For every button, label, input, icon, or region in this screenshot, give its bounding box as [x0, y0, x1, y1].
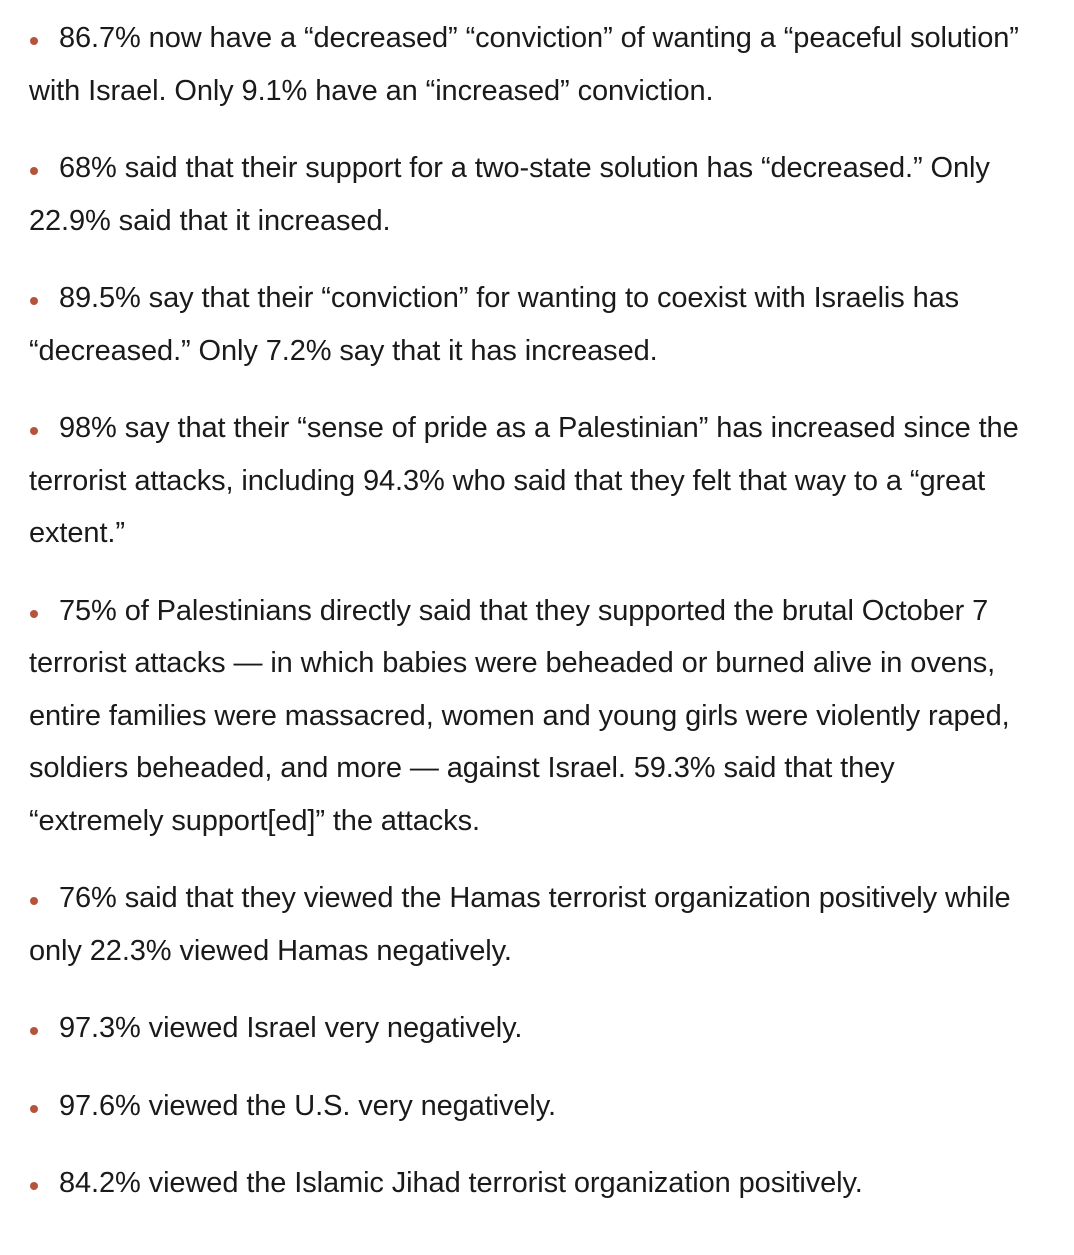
- list-item: [29, 1157, 1029, 1210]
- list-item: [29, 142, 1029, 247]
- list-item: [29, 1080, 1029, 1133]
- bullet-dot-icon: [30, 1027, 38, 1035]
- list-item: [29, 12, 1029, 117]
- statistics-bullet-list: [29, 12, 1029, 1210]
- bullet-text: 84.2% viewed the Islamic Jihad terrorist organization positively.: [59, 1167, 863, 1199]
- list-item: [29, 402, 1029, 560]
- list-item: [29, 1002, 1029, 1055]
- bullet-dot-icon: [30, 167, 38, 175]
- bullet-text: 86.7% now have a “decreased” “conviction” of wanting a “peaceful solution” with Israel. Only 9.1% have an “increased” conviction.: [29, 22, 1019, 107]
- bullet-text: 97.3% viewed Israel very negatively.: [59, 1012, 523, 1044]
- bullet-dot-icon: [30, 37, 38, 45]
- bullet-text: 98% say that their “sense of pride as a Palestinian” has increased since the terrorist attacks, including 94.3% who said that they felt that way to a “great extent.”: [29, 412, 1019, 549]
- bullet-dot-icon: [30, 610, 38, 618]
- article-body: [29, 12, 1029, 1235]
- bullet-text: 97.6% viewed the U.S. very negatively.: [59, 1089, 556, 1122]
- list-item: [29, 872, 1029, 977]
- bullet-text: 68% said that their support for a two-state solution has “decreased.” Only 22.9% said that it increased.: [29, 152, 990, 237]
- bullet-text: 89.5% say that their “conviction” for wanting to coexist with Israelis has “decreased.” Only 7.2% say that it has increased.: [29, 282, 960, 367]
- bullet-text: 76% said that they viewed the Hamas terrorist organization positively while only 22.3% viewed Hamas negatively.: [29, 882, 1011, 967]
- bullet-dot-icon: [30, 297, 38, 305]
- bullet-dot-icon: [30, 897, 38, 905]
- bullet-text: 75% of Palestinians directly said that they supported the brutal October 7 terrorist attacks — in which babies were beheaded or burned alive in ovens, entire families were massacred, women and young girls were violently raped, soldiers beheaded, and more — against Israel. 59.3% said that they “extremely support[ed]” the attacks.: [29, 594, 1010, 837]
- list-item: [29, 272, 1029, 377]
- bullet-dot-icon: [30, 427, 38, 435]
- bullet-dot-icon: [30, 1182, 38, 1190]
- list-item: [29, 585, 1029, 848]
- bullet-dot-icon: [30, 1105, 38, 1113]
